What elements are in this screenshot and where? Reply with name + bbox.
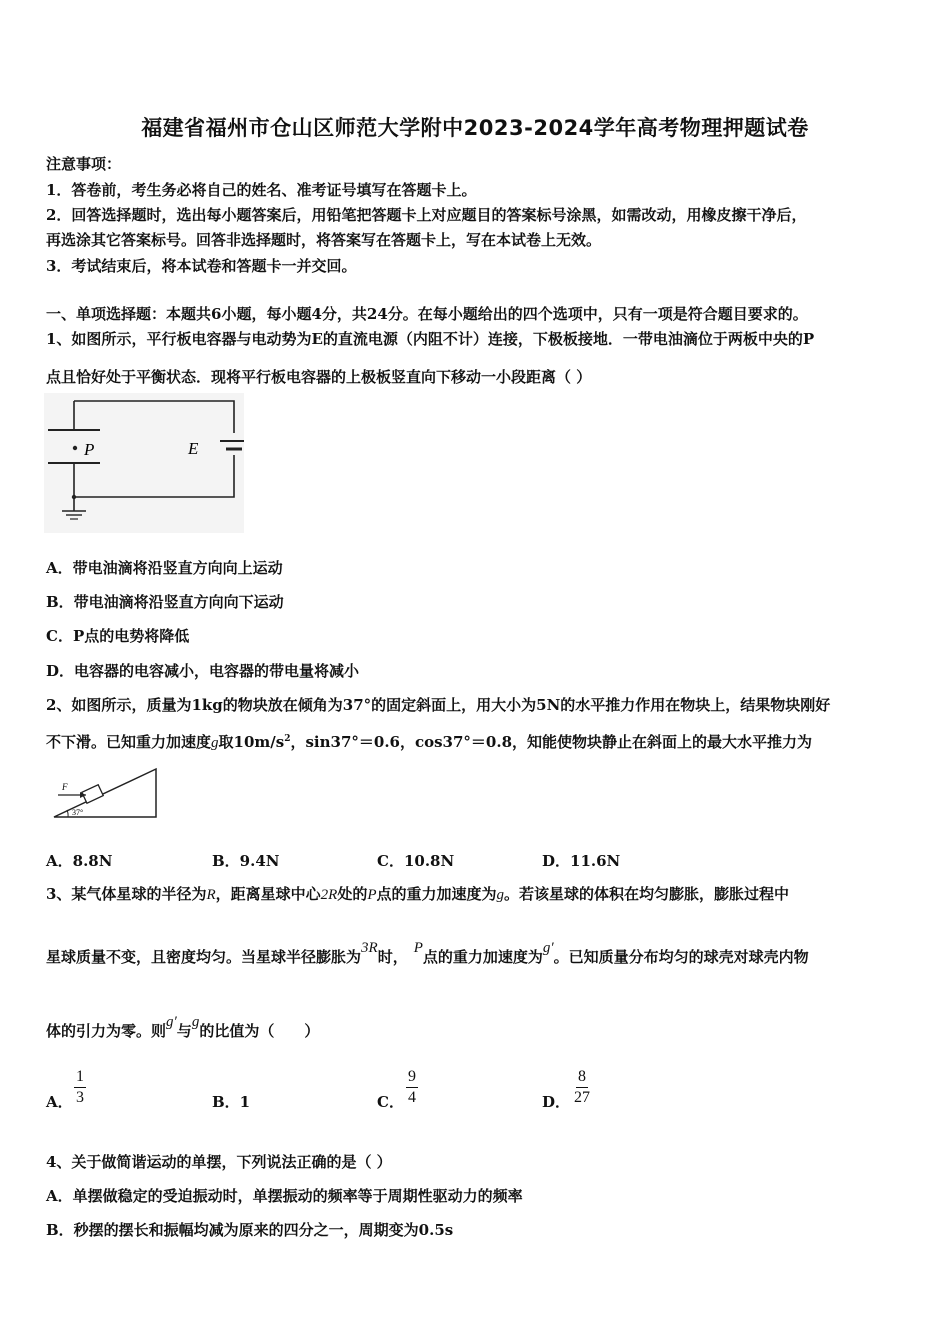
q3-option-d-fraction [574,1067,590,1108]
q3-text: 体的引力为零。则 [46,1022,167,1040]
q3-text: ，距离星球中心 [215,885,321,903]
q3-text: 与 [176,1022,192,1040]
q4-stem: 4、关于做简谐运动的单摆，下列说法正确的是（ ） [46,1153,392,1171]
q3-text: 3、某气体星球的半径为 [46,885,207,903]
fraction-numerator: 8 [576,1067,588,1088]
q2-stem-line2 [46,731,812,752]
q4-option-b: B．秒摆的摆长和振幅均减为原来的四分之一，周期变为0.5s [46,1221,454,1239]
q3-text: 时， [377,948,408,966]
radius-3r-symbol: 3R [361,940,378,956]
q2-text: 取10m/s [218,733,285,751]
q4-option-a: A．单摆做稳定的受迫振动时，单摆振动的频率等于周期性驱动力的频率 [46,1187,523,1205]
q3-option-d-label: D． [542,1093,571,1111]
q2-stem-line1: 2、如图所示，质量为1kg的物块放在倾角为37°的固定斜面上，用大小为5N的水平推力作用在物块上，结果物块刚好 [46,696,831,714]
q1-option-b: B．带电油滴将沿竖直方向向下运动 [46,593,284,611]
q2-option-b: B．9.4N [212,852,280,870]
oil-drop [73,446,77,450]
q3-text: 。已知质量分布均匀的球壳对球壳内物 [553,948,809,966]
q3-option-c-fraction [406,1067,418,1108]
section-heading: 一、单项选择题：本题共6小题，每小题4分，共24分。在每小题给出的四个选项中，只有一项是符合题目要求的。 [46,305,808,323]
q1-option-d: D．电容器的电容减小，电容器的带电量将减小 [46,662,360,680]
q1-option-c: C．P点的电势将降低 [46,627,190,645]
q3-text: 星球质量不变，且密度均匀。当星球半径膨胀为 [46,948,362,966]
distance-symbol: 2R [320,887,338,903]
q3-option-a-fraction [74,1067,86,1108]
q2-superscript: 2 [284,734,291,744]
q3-text: 。若该星球的体积在均匀膨胀，膨胀过程中 [504,885,790,903]
q3-text: 处的 [337,885,368,903]
q1-stem-line2: 点且恰好处于平衡状态．现将平行板电容器的上极板竖直向下移动一小段距离（ ） [46,368,592,386]
fraction-denominator: 3 [76,1089,84,1106]
q3-option-c-label: C． [377,1093,404,1111]
force-label: F [62,782,68,792]
q3-stem-line2 [46,940,809,967]
q3-text: 点的重力加速度为 [376,885,497,903]
incline-figure [50,765,160,821]
fraction-denominator: 4 [408,1089,416,1106]
emf-label: E [188,439,199,458]
q2-g-symbol: g [211,735,219,751]
fraction-denominator: 27 [574,1089,590,1106]
g-prime-symbol: g′ [542,940,554,956]
page-title: 福建省福州市仓山区师范大学附中2023-2024学年高考物理押题试卷 [141,116,809,140]
radius-symbol: R [206,887,216,903]
q3-stem-line1 [46,883,789,904]
capacitor-circuit-figure [44,393,244,533]
q3-text: 点的重力加速度为 [422,948,543,966]
q2-option-d: D．11.6N [542,852,621,870]
angle-label: 37° [72,808,84,817]
point-p-symbol: P [413,940,423,956]
q2-option-a: A．8.8N [46,852,113,870]
notice-item: 1．答卷前，考生务必将自己的姓名、准考证号填写在答题卡上。 [46,181,477,199]
q3-option-b: B．1 [212,1093,251,1111]
q1-option-a: A．带电油滴将沿竖直方向向上运动 [46,559,283,577]
g-prime-symbol: g′ [166,1014,177,1030]
q2-option-c: C．10.8N [377,852,455,870]
q2-text: 不下滑。已知重力加速度 [46,733,212,751]
q2-text: ，sin37°＝0.6，cos37°＝0.8，知能使物块静止在斜面上的最大水平推力为 [290,733,813,751]
fraction-numerator: 1 [74,1067,86,1088]
q3-stem-line3 [46,1014,320,1041]
notice-heading: 注意事项： [46,155,122,173]
g-symbol: g [496,887,505,903]
fraction-numerator: 9 [406,1067,418,1088]
point-p-label: P [84,440,95,459]
point-p-symbol: P [367,887,377,903]
g-symbol: g [191,1014,200,1030]
q3-option-a-label: A． [46,1093,73,1111]
q3-text: 的比值为（ ） [199,1022,320,1040]
notice-item: 2．回答选择题时，选出每小题答案后，用铅笔把答题卡上对应题目的答案标号涂黑，如需改动，用橡皮擦干净后， [46,206,807,224]
notice-item: 3．考试结束后，将本试卷和答题卡一并交回。 [46,257,357,275]
notice-item: 再选涂其它答案标号。回答非选择题时，将答案写在答题卡上，写在本试卷上无效。 [46,231,602,249]
q1-stem-line1: 1、如图所示，平行板电容器与电动势为E的直流电源（内阻不计）连接，下极板接地．一带电油滴位于两板中央的P [46,330,815,348]
